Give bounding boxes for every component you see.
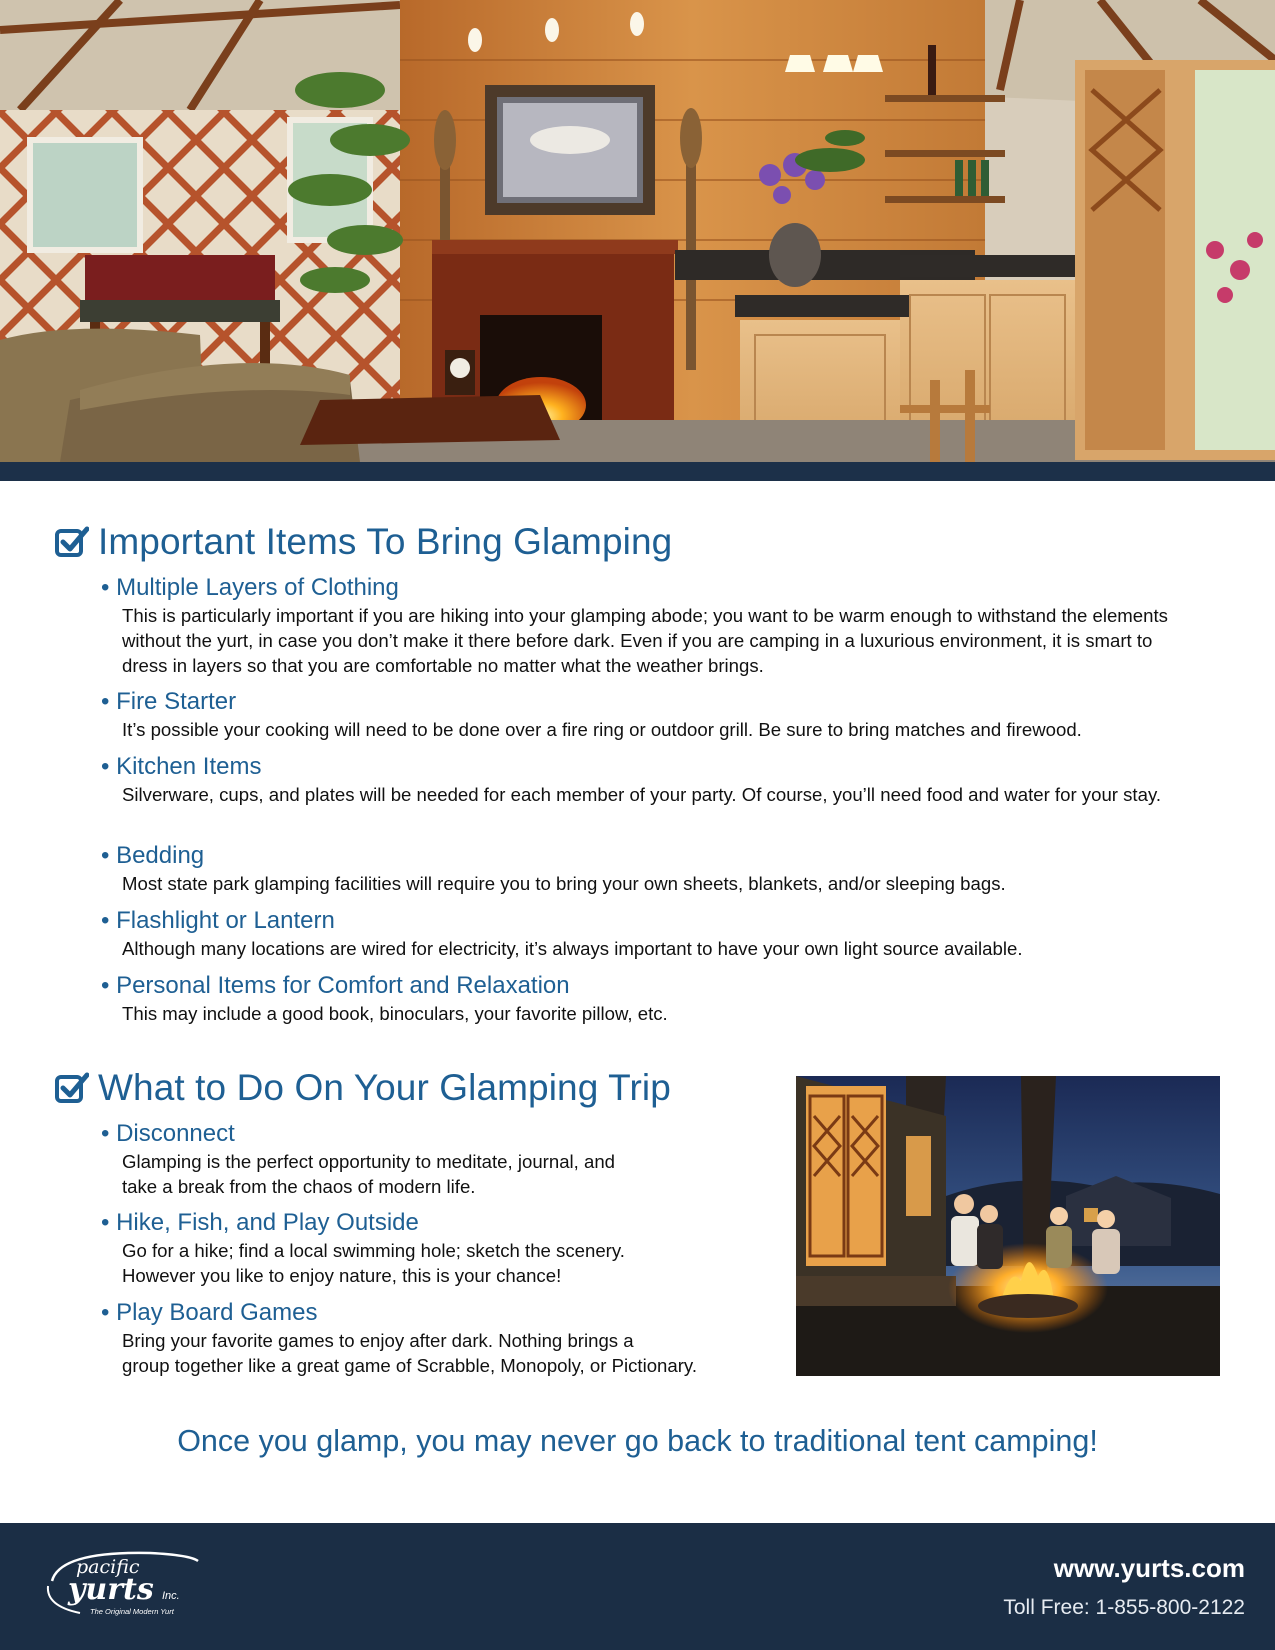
- section-title: Important Items To Bring Glamping: [98, 521, 673, 562]
- item-description-line: However you like to enjoy nature, this is your chance!: [122, 1265, 562, 1286]
- checkbox-checked-icon: [55, 1070, 89, 1104]
- list-item: [101, 1209, 625, 1288]
- item-description: [122, 1328, 697, 1378]
- item-description: This is particularly important if you are hiking into your glamping abode; you want to be warm enough to withstand the elements without the yurt, in case you don’t make it there before dark. Even if you are camping in a luxurious environment, it is smart to dress in layers so that you are comfortable no matter what the weather brings.: [122, 605, 1168, 676]
- item-description: Although many locations are wired for electricity, it’s always important to have your own light source available.: [122, 938, 1023, 959]
- list-item: [101, 1120, 615, 1199]
- item-title: • Personal Items for Comfort and Relaxation: [101, 972, 570, 999]
- list-item: [101, 842, 1201, 896]
- pacific-yurts-logo: [40, 1541, 210, 1621]
- campfire-photo: [796, 1076, 1220, 1376]
- item-description-line: take a break from the chaos of modern life.: [122, 1176, 476, 1197]
- item-description: Silverware, cups, and plates will be needed for each member of your party. Of course, you’ll need food and water for your stay.: [122, 784, 1162, 805]
- closing-tagline: Once you glamp, you may never go back to traditional tent camping!: [177, 1424, 1098, 1458]
- toll-free-phone: Toll Free: 1-855-800-2122: [1003, 1596, 1245, 1619]
- checkbox-checked-icon: [55, 524, 89, 558]
- item-description: [122, 1149, 615, 1199]
- hero-photo-yurt-interior: [0, 0, 1275, 462]
- section-title: What to Do On Your Glamping Trip: [98, 1067, 671, 1108]
- logo-inc: Inc.: [162, 1590, 180, 1602]
- item-description: Most state park glamping facilities will require you to bring your own sheets, blankets, and/or sleeping bags.: [122, 873, 1006, 894]
- item-description-line: Go for a hike; find a local swimming hole; sketch the scenery.: [122, 1240, 625, 1261]
- list-item: [101, 907, 1201, 961]
- item-title: • Play Board Games: [101, 1299, 318, 1326]
- item-description: [122, 1238, 625, 1288]
- item-title: • Fire Starter: [101, 688, 237, 715]
- list-item: [101, 972, 1201, 1026]
- item-description-line: Bring your favorite games to enjoy after dark. Nothing brings a: [122, 1330, 634, 1351]
- footer: [0, 1523, 1275, 1650]
- hero-illustration: [0, 0, 1275, 462]
- list-item: [101, 753, 1181, 807]
- item-description-line: Glamping is the perfect opportunity to meditate, journal, and: [122, 1151, 616, 1172]
- hero-bottom-band: [0, 462, 1275, 481]
- item-description-line: group together like a great game of Scrabble, Monopoly, or Pictionary.: [122, 1355, 697, 1376]
- item-title: • Hike, Fish, and Play Outside: [101, 1209, 419, 1236]
- item-title: • Disconnect: [101, 1120, 235, 1147]
- logo-word-pacific: pacific: [76, 1556, 140, 1578]
- item-title: • Multiple Layers of Clothing: [101, 574, 399, 601]
- list-item: [101, 574, 1181, 678]
- campfire-illustration: [796, 1076, 1220, 1376]
- list-item: [101, 1299, 697, 1378]
- item-title: • Flashlight or Lantern: [101, 907, 335, 934]
- website-link[interactable]: www.yurts.com: [1053, 1553, 1245, 1583]
- item-title: • Kitchen Items: [101, 753, 262, 780]
- list-item: [101, 688, 1231, 742]
- logo-word-yurts: yurts: [68, 1572, 154, 1607]
- item-description: This may include a good book, binoculars, your favorite pillow, etc.: [122, 1003, 668, 1024]
- item-title: • Bedding: [101, 842, 205, 869]
- logo-slogan: The Original Modern Yurt: [90, 1607, 174, 1616]
- item-description: It’s possible your cooking will need to be done over a fire ring or outdoor grill. Be sure to bring matches and firewood.: [122, 719, 1082, 740]
